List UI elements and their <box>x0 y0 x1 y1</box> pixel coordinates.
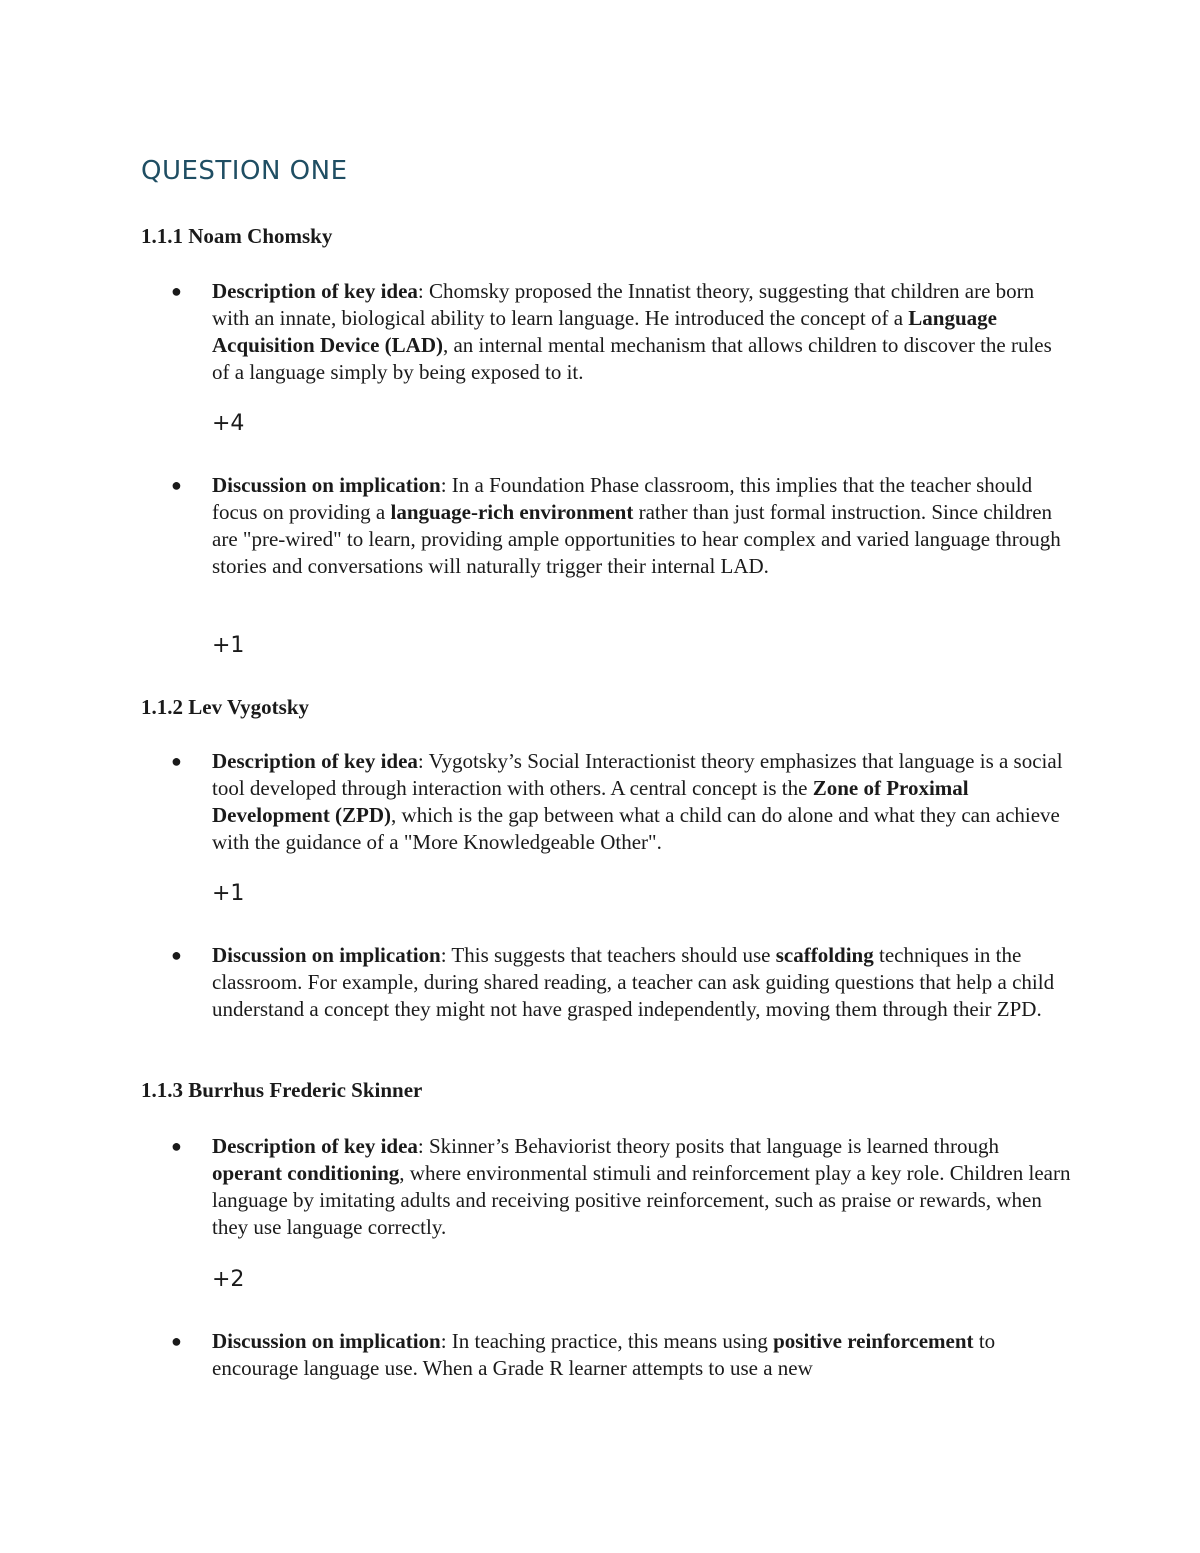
bullet-vygotsky-discussion: ● Discussion on implication: This suggests that teachers should use scaffolding techniques in the classroom. For example, during shared reading, a teacher can ask guiding questions that help a child understand a concept they might not have grasped independently, moving them through their ZPD. <box>171 943 1055 1021</box>
bullet-label: Discussion on implication <box>212 1329 441 1353</box>
bullet-skinner-discussion: ● Discussion on implication: In teaching practice, this means using positive reinforcement to encourage language use. When a Grade R learner attempts to use a new <box>171 1329 996 1380</box>
bold-term: operant conditioning <box>212 1161 400 1185</box>
bullet-icon: ● <box>171 475 182 495</box>
bullet-icon: ● <box>171 281 182 301</box>
bullet-vygotsky-description: ● Description of key idea: Vygotsky’s Social Interactionist theory emphasizes that language is a social tool developed through interaction with others. A central concept is the Zone of Proximal Development (ZPD), which is the gap between what a child can do alone and what they can achieve with the guidance of a "More Knowledgeable Other". <box>171 749 1063 854</box>
bullet-label: Description of key idea <box>212 1134 418 1158</box>
bold-term: scaffolding <box>775 943 874 967</box>
question-title: QUESTION ONE <box>141 156 348 186</box>
bullet-icon: ● <box>171 945 182 965</box>
bullet-label: Description of key idea <box>212 279 418 303</box>
score-mark: +4 <box>212 411 245 436</box>
score-mark: +1 <box>212 881 245 906</box>
score-mark: +2 <box>212 1267 245 1292</box>
bullet-icon: ● <box>171 1331 182 1351</box>
bullet-skinner-description: ● Description of key idea: Skinner’s Behaviorist theory posits that language is learned through operant conditioning, where environmental stimuli and reinforcement play a key role. Children learn language by imitating adults and receiving positive reinforcement, such as praise or rewards, when they use language correctly. <box>171 1134 1071 1239</box>
bullet-icon: ● <box>171 751 182 771</box>
bold-term: language-rich environment <box>390 500 634 524</box>
bullet-chomsky-discussion: ● Discussion on implication: In a Foundation Phase classroom, this implies that the teacher should focus on providing a language-rich environment rather than just formal instruction. Since children are "pre-wired" to learn, providing ample opportunities to hear complex and varied language through stories and conversations will naturally trigger their internal LAD. <box>171 473 1061 578</box>
section-heading-skinner: 1.1.3 Burrhus Frederic Skinner <box>141 1078 423 1102</box>
bullet-label: Description of key idea <box>212 749 418 773</box>
bullet-icon: ● <box>171 1136 182 1156</box>
bullet-chomsky-description: ● Description of key idea: Chomsky proposed the Innatist theory, suggesting that children are born with an innate, biological ability to learn language. He introduced the concept of a Language Acquisition Device (LAD), an internal mental mechanism that allows children to discover the rules of a language simply by being exposed to it. <box>171 279 1052 384</box>
bold-term: Language Acquisition Device (LAD) <box>212 306 997 357</box>
bold-term: Zone of Proximal Development (ZPD) <box>212 776 969 827</box>
bold-term: positive reinforcement <box>773 1329 974 1353</box>
bullet-label: Discussion on implication <box>212 473 441 497</box>
section-heading-chomsky: 1.1.1 Noam Chomsky <box>141 224 333 248</box>
bullet-label: Discussion on implication <box>212 943 441 967</box>
score-mark: +1 <box>212 633 245 658</box>
section-heading-vygotsky: 1.1.2 Lev Vygotsky <box>141 695 310 719</box>
